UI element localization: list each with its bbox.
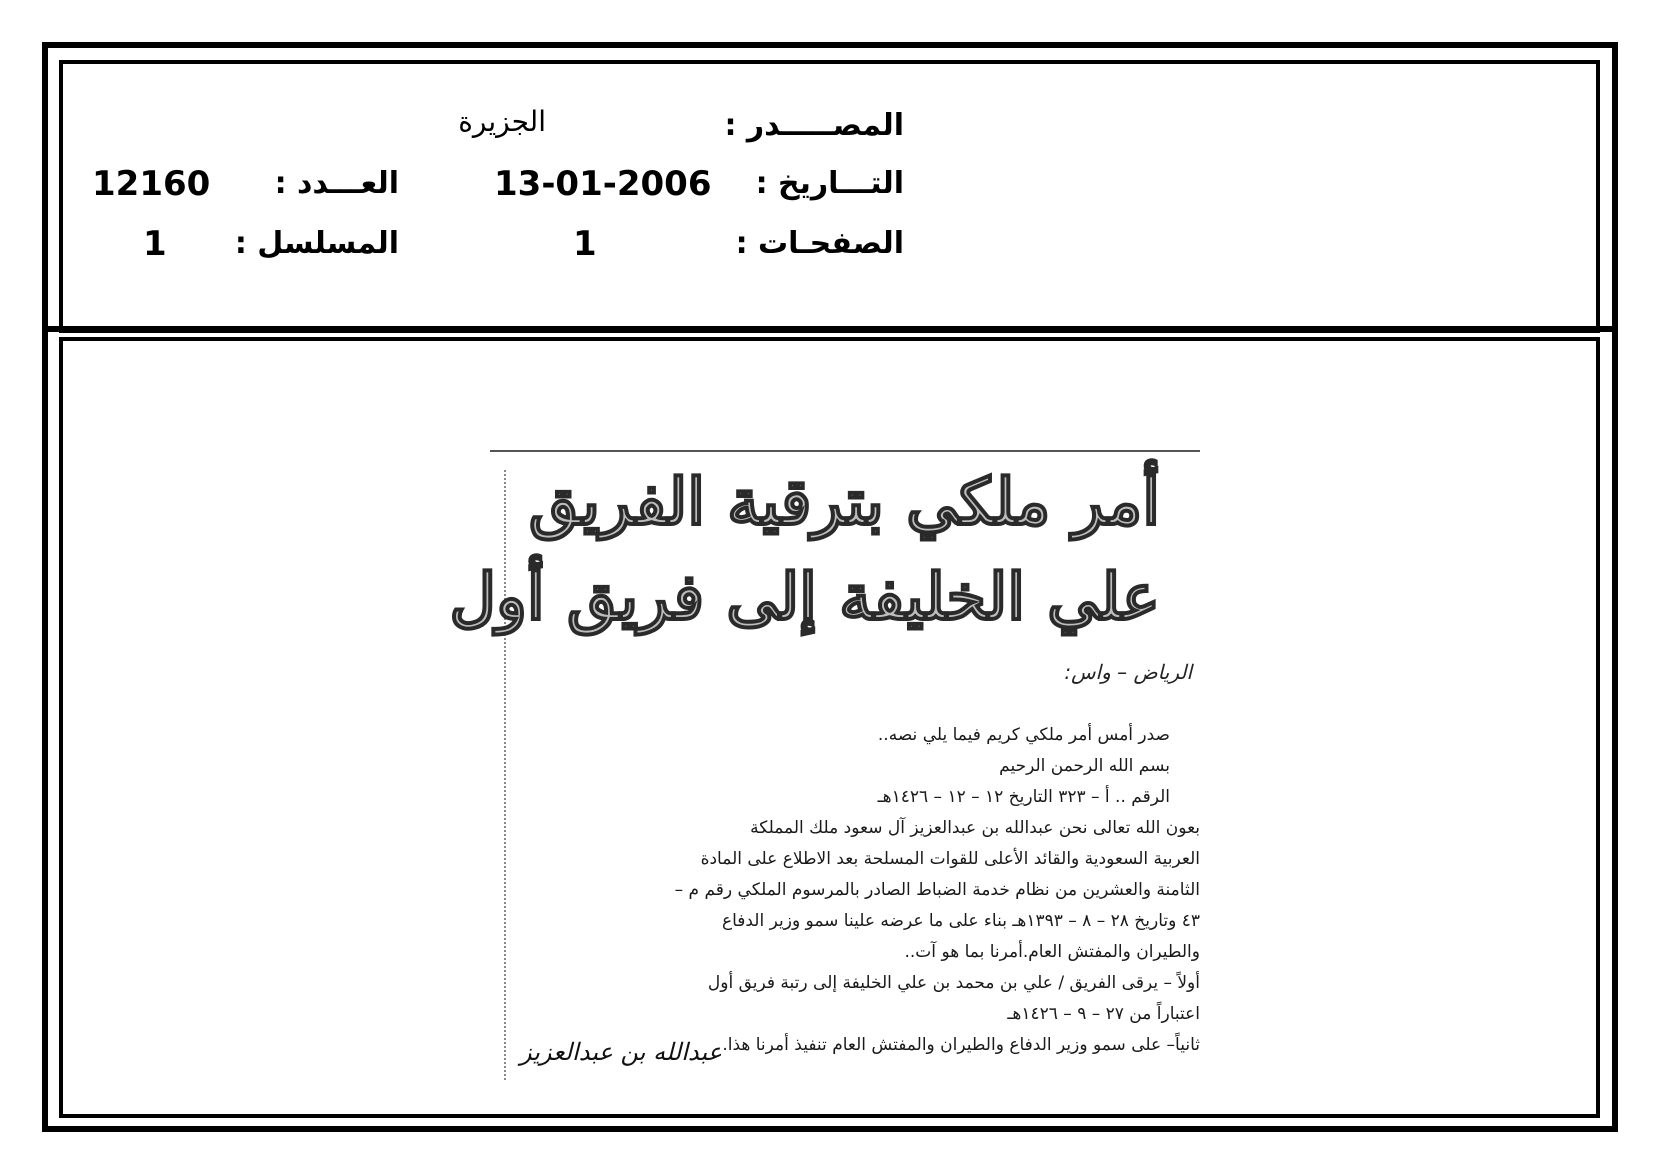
signature: عبدالله بن عبدالعزيز bbox=[520, 1038, 723, 1066]
source-value: الجزيرة bbox=[458, 105, 546, 138]
article-line: العربية السعودية والقائد الأعلى للقوات المسلحة بعد الاطلاع على المادة bbox=[700, 849, 1200, 869]
date-label: التـــاريخ : bbox=[755, 166, 904, 201]
article-line: ٤٣ وتاريخ ٢٨ – ٨ – ١٣٩٣هـ بناء على ما عرضه علينا سمو وزير الدفاع bbox=[721, 911, 1200, 931]
header-divider bbox=[48, 326, 1612, 332]
dateline: الرياض – واس: bbox=[1064, 660, 1192, 684]
headline-line-1: أمر ملكي بترقية الفريق bbox=[528, 465, 1160, 540]
article-line: بعون الله تعالى نحن عبدالله بن عبدالعزيز آل سعود ملك المملكة bbox=[750, 818, 1200, 838]
newspaper-clipping bbox=[449, 450, 1200, 1090]
article-line: الثامنة والعشرين من نظام خدمة الضباط الصادر بالمرسوم الملكي رقم م – bbox=[674, 880, 1200, 900]
clipping-top-rule bbox=[490, 450, 1200, 452]
article-line: بسم الله الرحمن الرحيم bbox=[999, 756, 1170, 776]
article-line: ثانياً– على سمو وزير الدفاع والطيران والمفتش العام تنفيذ أمرنا هذا. bbox=[722, 1035, 1200, 1055]
pages-value: 1 bbox=[573, 224, 597, 264]
article-line: والطيران والمفتش العام.أمرنا بما هو آت.. bbox=[904, 942, 1200, 962]
article-line: اعتباراً من ٢٧ – ٩ – ١٤٢٦هـ bbox=[1007, 1004, 1200, 1024]
serial-label: المسلسل : bbox=[234, 226, 399, 261]
article-line: صدر أمس أمر ملكي كريم فيما يلي نصه.. bbox=[877, 725, 1170, 745]
article-body bbox=[520, 720, 1200, 1061]
article-line: أولاً – يرقى الفريق / علي بن محمد بن علي الخليفة إلى رتبة فريق أول bbox=[707, 973, 1200, 993]
issue-value: 12160 bbox=[92, 164, 211, 204]
date-value: 13-01-2006 bbox=[494, 164, 712, 204]
serial-value: 1 bbox=[143, 224, 167, 264]
article-line: الرقم .. أ – ٣٢٣ التاريخ ١٢ – ١٢ – ١٤٢٦هـ bbox=[877, 787, 1170, 807]
pages-label: الصفحـات : bbox=[735, 226, 904, 261]
issue-label: العـــدد : bbox=[274, 166, 399, 201]
headline-line-2: علي الخليفة إلى فريق أول bbox=[449, 560, 1160, 635]
source-label: المصـــــدر : bbox=[724, 108, 904, 143]
